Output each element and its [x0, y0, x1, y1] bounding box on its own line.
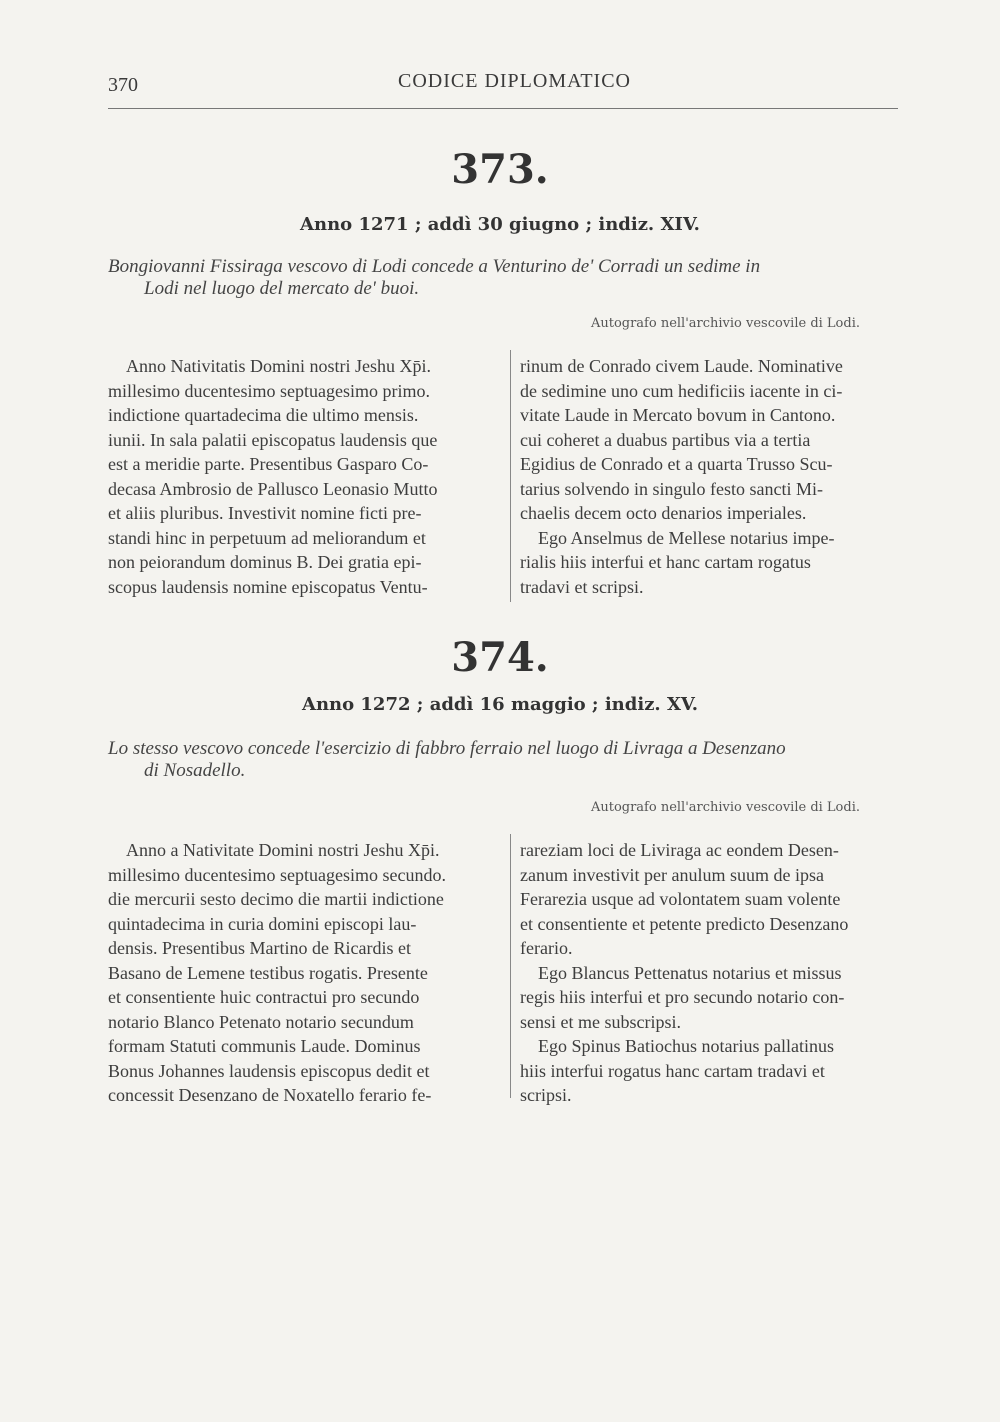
text-line: scripsi. [520, 1085, 572, 1105]
summary-line: Lo stesso vescovo concede l'esercizio di fabbro ferraio nel luogo di Livraga a Desenzano [108, 738, 786, 759]
text-line: tarius solvendo in singulo festo sancti Mi- [520, 478, 823, 499]
text-line: regis hiis interfui et pro secundo notario con- [520, 987, 845, 1007]
document-date-line: Anno 1271 ; addì 30 giugno ; indiz. XIV. [300, 214, 700, 235]
text-line: Bonus Johannes laudensis episcopus dedit et [108, 1060, 430, 1081]
summary-line: di Nosadello. [144, 760, 246, 781]
text-line: concessit Desenzano de Noxatello ferario fe- [108, 1085, 432, 1105]
document-summary [108, 738, 908, 782]
text-line: chaelis decem octo denarios imperiales. [520, 503, 807, 523]
text-line: Ferarezia usque ad volontatem suam volente [520, 889, 841, 909]
text-line: Basano de Lemene testibus rogatis. Presente [108, 962, 428, 983]
text-line: scopus laudensis nomine episcopatus Ventu- [108, 576, 428, 597]
text-line: et consentiente huic contractui pro secundo [108, 987, 420, 1007]
text-line: cui coheret a duabus partibus via a tertia [520, 429, 811, 450]
text-column-right [520, 838, 905, 1108]
document-summary [108, 256, 908, 300]
text-line: indictione quartadecima die ultimo mensis. [108, 405, 419, 425]
summary-line: Bongiovanni Fissiraga vescovo di Lodi concede a Venturino de' Corradi un sedime in [108, 256, 761, 277]
document-source: Autografo nell'archivio vescovile di Lodi. [590, 316, 860, 331]
text-line: Anno Nativitatis Domini nostri Jeshu Xp̄i. [126, 356, 431, 376]
text-line: hiis interfui rogatus hanc cartam tradavi et [520, 1060, 825, 1081]
page-header [108, 70, 898, 100]
text-line: Anno a Nativitate Domini nostri Jeshu Xp̄i. [126, 840, 440, 860]
summary-line: Lodi nel luogo del mercato de' buoi. [144, 278, 420, 299]
text-line: zanum investivit per anulum suum de ipsa [520, 864, 824, 885]
document-number: 373. [451, 146, 549, 193]
text-line: densis. Presentibus Martino de Ricardis et [108, 938, 411, 958]
document-source: Autografo nell'archivio vescovile di Lodi. [590, 800, 860, 815]
text-line: et consentiente et petente predicto Desenzano [520, 913, 849, 934]
text-line: rareziam loci de Liviraga ac eondem Desen- [520, 840, 839, 860]
text-line: Ego Blancus Pettenatus notarius et missus [538, 962, 842, 983]
text-column-left [108, 838, 503, 1108]
text-line: iunii. In sala palatii episcopatus laudensis que [108, 429, 438, 450]
text-line: de sedimine uno cum hedificiis iacente in ci- [520, 380, 843, 401]
text-line: vitate Laude in Mercato bovum in Cantono. [520, 405, 836, 425]
text-line: millesimo ducentesimo septuagesimo primo. [108, 380, 430, 401]
document-date-line: Anno 1272 ; addì 16 maggio ; indiz. XV. [302, 694, 698, 715]
text-line: tradavi et scripsi. [520, 576, 644, 597]
column-divider [510, 350, 511, 602]
text-line: quintadecima in curia domini episcopi lau- [108, 913, 417, 934]
text-line: ferario. [520, 938, 573, 958]
text-line: decasa Ambrosio de Pallusco Leonasio Mutto [108, 478, 438, 499]
document-number: 374. [451, 634, 549, 681]
running-title: CODICE DIPLOMATICO [398, 70, 631, 92]
text-line: Egidius de Conrado et a quarta Trusso Scu- [520, 454, 833, 474]
text-line: millesimo ducentesimo septuagesimo secundo. [108, 864, 446, 885]
page-number: 370 [108, 74, 138, 96]
text-line: rialis hiis interfui et hanc cartam rogatus [520, 552, 811, 572]
text-line: die mercurii sesto decimo die martii indictione [108, 889, 444, 909]
text-column-left [108, 354, 503, 599]
header-rule [108, 108, 898, 109]
text-line: est a meridie parte. Presentibus Gasparo Co- [108, 454, 429, 474]
text-column-right [520, 354, 905, 599]
text-line: standi hinc in perpetuum ad meliorandum et [108, 527, 426, 548]
text-line: et aliis pluribus. Investivit nomine ficti pre- [108, 503, 422, 523]
text-line: Ego Anselmus de Mellese notarius impe- [538, 527, 835, 548]
text-line: Ego Spinus Batiochus notarius pallatinus [538, 1036, 834, 1056]
text-line: formam Statuti communis Laude. Dominus [108, 1036, 421, 1056]
text-line: notario Blanco Petenato notario secundum [108, 1011, 414, 1032]
column-divider [510, 834, 511, 1098]
text-line: sensi et me subscripsi. [520, 1011, 681, 1032]
text-line: non peiorandum dominus B. Dei gratia epi- [108, 552, 422, 572]
text-line: rinum de Conrado civem Laude. Nominative [520, 356, 843, 376]
